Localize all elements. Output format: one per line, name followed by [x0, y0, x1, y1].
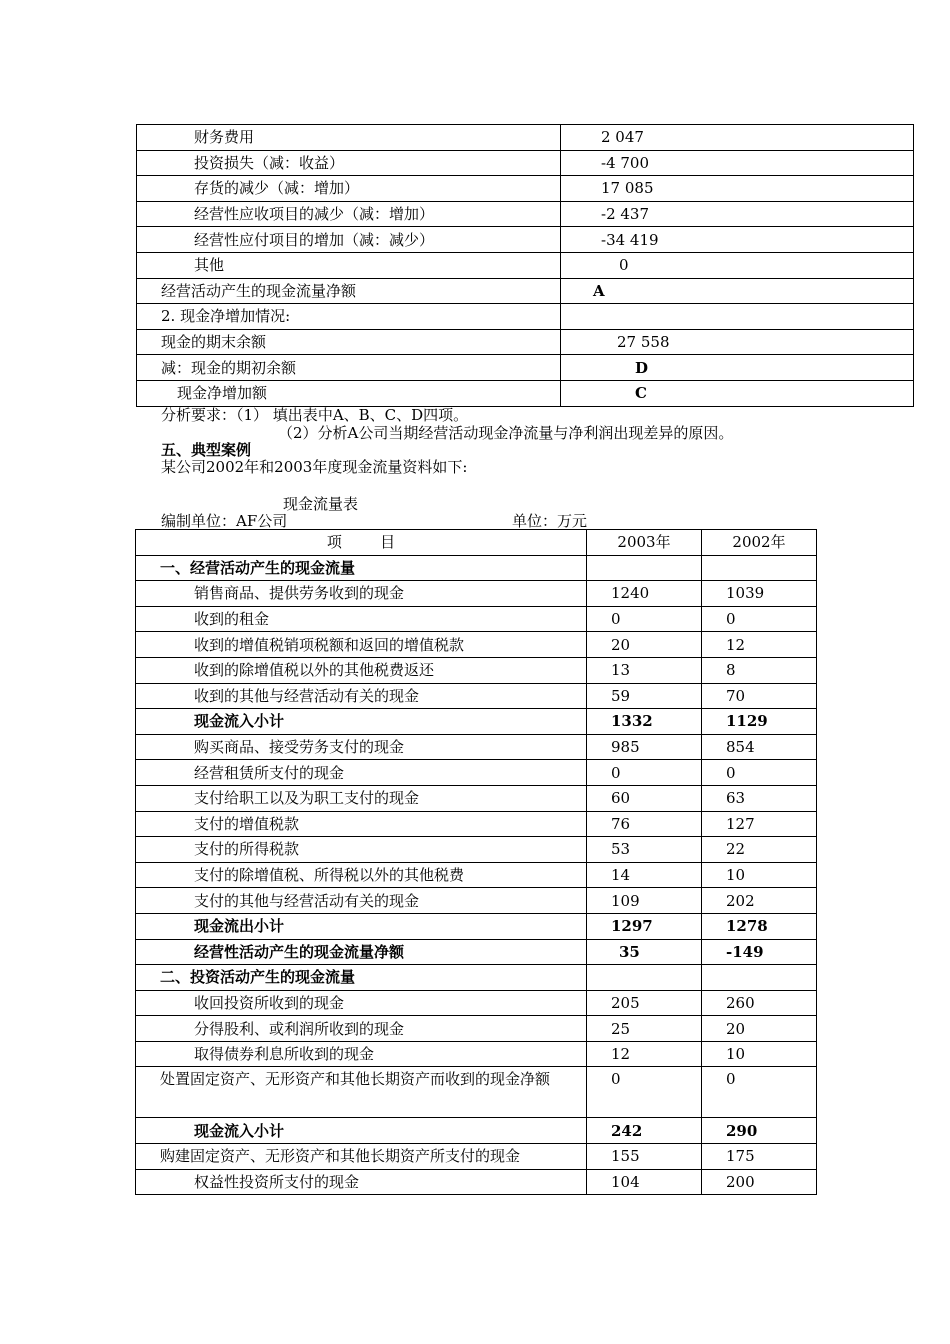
- row-value: D: [561, 355, 914, 381]
- table-row: [136, 657, 817, 683]
- row-label: 购买商品、接受劳务支付的现金: [136, 734, 587, 760]
- value-2002: 127: [702, 811, 817, 837]
- row-value: -34 419: [561, 227, 914, 253]
- analysis-requirement-1: 分析要求：（1） 填出表中A、B、C、D四项。: [161, 406, 469, 424]
- section-heading: 五、典型案例: [161, 441, 252, 459]
- value-2002: 70: [702, 683, 817, 709]
- value-2003: 242: [587, 1118, 702, 1144]
- value-2002: [702, 555, 817, 581]
- value-2002: [702, 965, 817, 991]
- table-row: [136, 811, 817, 837]
- row-label: 收到的除增值税以外的其他税费返还: [136, 657, 587, 683]
- column-header-2002: 2002年: [702, 530, 817, 556]
- row-label: 财务费用: [137, 125, 561, 151]
- row-label: 二、投资活动产生的现金流量: [136, 965, 587, 991]
- cash-reconciliation-table: [136, 124, 914, 407]
- row-value: 17 085: [561, 176, 914, 202]
- row-value: C: [561, 380, 914, 406]
- table-row: [136, 632, 817, 658]
- row-value: -4 700: [561, 150, 914, 176]
- row-label: 现金流入小计: [136, 1118, 587, 1144]
- value-2002: 260: [702, 990, 817, 1016]
- table-header-row: [136, 530, 817, 556]
- table-row: [136, 683, 817, 709]
- row-label: 现金流出小计: [136, 913, 587, 939]
- value-2002: 10: [702, 1041, 817, 1067]
- table-row: [137, 355, 914, 381]
- row-label: 现金流入小计: [136, 709, 587, 735]
- table-row: [136, 760, 817, 786]
- row-value: A: [561, 278, 914, 304]
- table-row: [136, 862, 817, 888]
- table-row: [136, 606, 817, 632]
- table-row: [136, 734, 817, 760]
- row-label: 经营性活动产生的现金流量净额: [136, 939, 587, 965]
- cash-flow-statement-table: [135, 529, 817, 1195]
- value-2002: 8: [702, 657, 817, 683]
- value-2002: 22: [702, 837, 817, 863]
- value-2003: 1240: [587, 581, 702, 607]
- row-label: 现金的期末余额: [137, 329, 561, 355]
- row-label: 购建固定资产、无形资产和其他长期资产所支付的现金: [136, 1144, 587, 1170]
- row-label: 经营性应收项目的减少（减：增加）: [137, 201, 561, 227]
- value-2003: 0: [587, 606, 702, 632]
- value-2003: 59: [587, 683, 702, 709]
- value-2002: 10: [702, 862, 817, 888]
- value-2003: 1332: [587, 709, 702, 735]
- unit-left: 编制单位：AF公司: [161, 512, 288, 530]
- row-label: 支付给职工以及为职工支付的现金: [136, 785, 587, 811]
- table-row: [137, 252, 914, 278]
- table-row: [136, 888, 817, 914]
- value-2002: 854: [702, 734, 817, 760]
- analysis-requirement-2: （2）分析A公司当期经营活动现金净流量与净利润出现差异的原因。: [278, 424, 734, 442]
- table-row: [137, 150, 914, 176]
- table-row: [137, 329, 914, 355]
- table-row: [136, 1169, 817, 1195]
- value-2002: -149: [702, 939, 817, 965]
- row-label: 经营活动产生的现金流量净额: [137, 278, 561, 304]
- value-2002: 175: [702, 1144, 817, 1170]
- value-2002: 200: [702, 1169, 817, 1195]
- row-label: 支付的增值税款: [136, 811, 587, 837]
- table-row: [137, 304, 914, 330]
- value-2003: [587, 965, 702, 991]
- value-2003: 104: [587, 1169, 702, 1195]
- row-label: 经营性应付项目的增加（减：减少）: [137, 227, 561, 253]
- table-row: [136, 709, 817, 735]
- row-label: 现金净增加额: [137, 380, 561, 406]
- row-label: 一、经营活动产生的现金流量: [136, 555, 587, 581]
- table-row: [137, 201, 914, 227]
- table-row: [136, 965, 817, 991]
- row-label: 减：现金的期初余额: [137, 355, 561, 381]
- value-2003: 0: [587, 760, 702, 786]
- value-2002: 20: [702, 1016, 817, 1042]
- unit-right: 单位：万元: [512, 512, 588, 530]
- case-intro: 某公司2002年和2003年度现金流量资料如下:: [161, 458, 468, 476]
- row-label: 销售商品、提供劳务收到的现金: [136, 581, 587, 607]
- value-2002: 290: [702, 1118, 817, 1144]
- row-value: -2 437: [561, 201, 914, 227]
- table-row: [136, 939, 817, 965]
- table-row: [136, 785, 817, 811]
- row-label: 2. 现金净增加情况:: [137, 304, 561, 330]
- table-row: [137, 125, 914, 151]
- row-label: 支付的除增值税、所得税以外的其他税费: [136, 862, 587, 888]
- table-row: [136, 581, 817, 607]
- value-2002: 1039: [702, 581, 817, 607]
- value-2002: 202: [702, 888, 817, 914]
- row-label: 存货的减少（减：增加）: [137, 176, 561, 202]
- table-row: [136, 555, 817, 581]
- column-header-2003: 2003年: [587, 530, 702, 556]
- value-2003: 155: [587, 1144, 702, 1170]
- table-row: [136, 990, 817, 1016]
- value-2003: 25: [587, 1016, 702, 1042]
- value-2003: 14: [587, 862, 702, 888]
- column-header-item: 项 目: [136, 530, 587, 556]
- row-label: 经营租赁所支付的现金: [136, 760, 587, 786]
- table-row: [136, 1067, 817, 1118]
- row-label: 收到的其他与经营活动有关的现金: [136, 683, 587, 709]
- row-label: 支付的其他与经营活动有关的现金: [136, 888, 587, 914]
- table-row: [136, 1041, 817, 1067]
- value-2002: 0: [702, 760, 817, 786]
- value-2002: 12: [702, 632, 817, 658]
- value-2003: 12: [587, 1041, 702, 1067]
- row-value: 0: [561, 252, 914, 278]
- table-row: [136, 1144, 817, 1170]
- value-2003: 53: [587, 837, 702, 863]
- value-2003: 109: [587, 888, 702, 914]
- value-2003: 60: [587, 785, 702, 811]
- value-2003: 20: [587, 632, 702, 658]
- value-2002: 63: [702, 785, 817, 811]
- row-label: 分得股利、或利润所收到的现金: [136, 1016, 587, 1042]
- table-row: [137, 380, 914, 406]
- value-2003: 1297: [587, 913, 702, 939]
- table-row: [136, 1118, 817, 1144]
- value-2002: 1278: [702, 913, 817, 939]
- value-2002: 0: [702, 606, 817, 632]
- table-row: [137, 176, 914, 202]
- table-title: 现金流量表: [283, 495, 359, 513]
- row-label: 收到的租金: [136, 606, 587, 632]
- row-label: 处置固定资产、无形资产和其他长期资产而收到的现金净额: [136, 1067, 587, 1118]
- table-row: [137, 278, 914, 304]
- value-2003: 205: [587, 990, 702, 1016]
- value-2003: 35: [587, 939, 702, 965]
- row-label: 取得债券利息所收到的现金: [136, 1041, 587, 1067]
- row-label: 收回投资所收到的现金: [136, 990, 587, 1016]
- table-row: [136, 837, 817, 863]
- row-label: 投资损失（减：收益）: [137, 150, 561, 176]
- row-label: 其他: [137, 252, 561, 278]
- row-value: [561, 304, 914, 330]
- value-2003: 0: [587, 1067, 702, 1118]
- value-2002: 0: [702, 1067, 817, 1118]
- row-label: 支付的所得税款: [136, 837, 587, 863]
- table-row: [136, 913, 817, 939]
- row-value: 2 047: [561, 125, 914, 151]
- value-2003: [587, 555, 702, 581]
- row-label: 收到的增值税销项税额和返回的增值税款: [136, 632, 587, 658]
- value-2003: 985: [587, 734, 702, 760]
- value-2002: 1129: [702, 709, 817, 735]
- row-label: 权益性投资所支付的现金: [136, 1169, 587, 1195]
- value-2003: 13: [587, 657, 702, 683]
- table-row: [137, 227, 914, 253]
- row-value: 27 558: [561, 329, 914, 355]
- table-row: [136, 1016, 817, 1042]
- value-2003: 76: [587, 811, 702, 837]
